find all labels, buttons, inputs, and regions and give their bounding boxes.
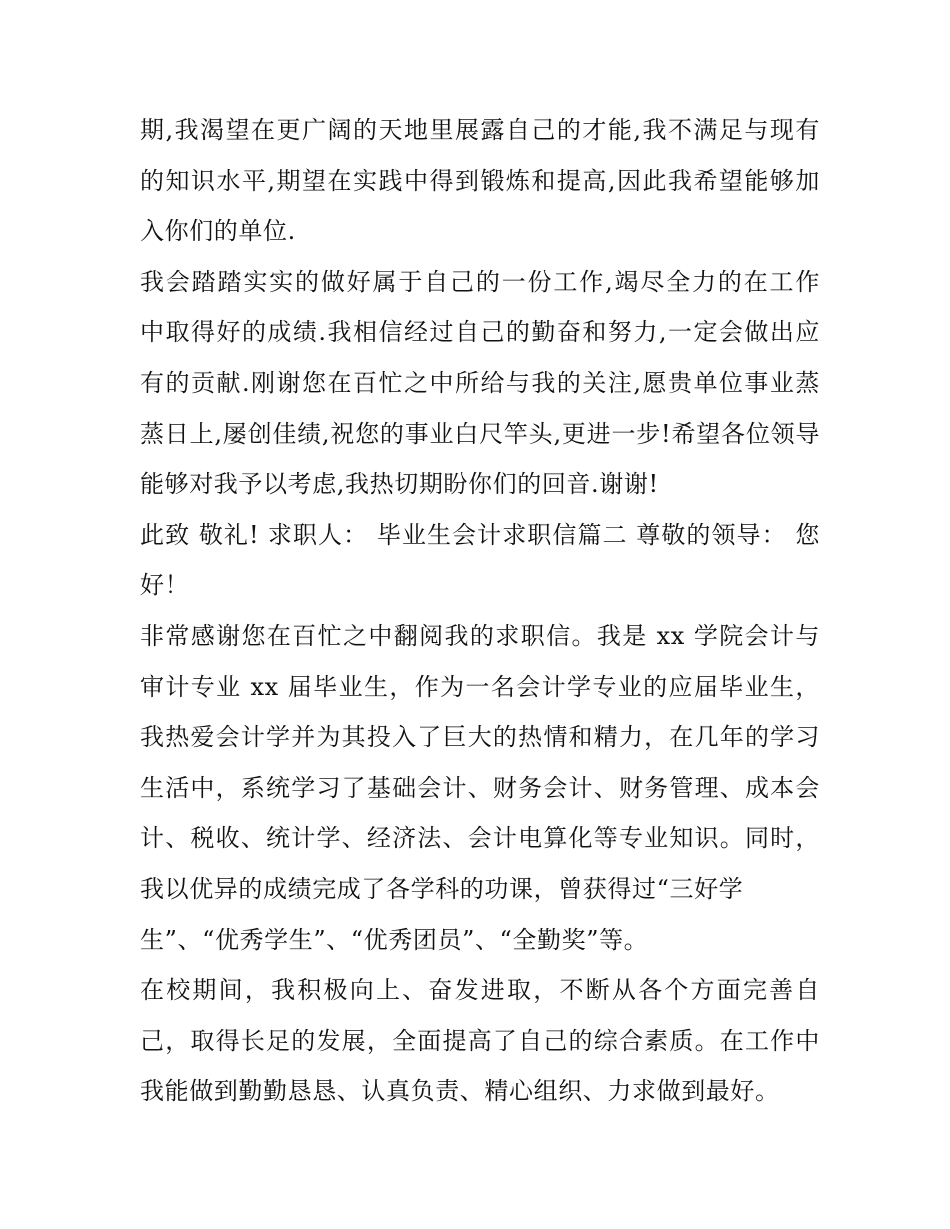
text-line: 审计专业 xx 届毕业生，作为一名会计学专业的应届毕业生， xyxy=(140,672,820,701)
text-line: 此致 敬礼! 求职人： 毕业生会计求职信篇二 尊敬的领导： 您 xyxy=(140,520,820,549)
text-line: 在校期间，我积极向上、奋发进取，不断从各个方面完善自 xyxy=(140,976,820,1005)
paragraph-1 xyxy=(140,105,820,257)
paragraph-3 xyxy=(140,510,820,611)
text-line: 我热爱会计学并为其投入了巨大的热情和精力，在几年的学习 xyxy=(140,723,820,752)
text-line: 好！ xyxy=(140,571,190,600)
text-line: 生活中，系统学习了基础会计、财务会计、财务管理、成本会 xyxy=(140,773,820,802)
text-line: 己，取得长足的发展，全面提高了自己的综合素质。在工作中 xyxy=(140,1026,820,1055)
text-line: 我能做到勤勤恳恳、认真负责、精心组织、力求做到最好。 xyxy=(140,1077,780,1106)
paragraph-2 xyxy=(140,257,820,510)
text-line: 我以优异的成绩完成了各学科的功课，曾获得过“三好学 xyxy=(140,874,744,903)
paragraph-5 xyxy=(140,965,820,1117)
text-line: 入你们的单位. xyxy=(140,217,296,246)
text-line: 生”、“优秀学生”、“优秀团员”、“全勤奖”等。 xyxy=(140,925,649,954)
paragraph-4 xyxy=(140,611,820,965)
text-line: 期,我渴望在更广阔的天地里展露自己的才能,我不满足与现有 xyxy=(140,116,820,144)
text-line: 的知识水平,期望在实践中得到锻炼和提高,因此我希望能够加 xyxy=(140,166,820,195)
text-line: 有的贡献.刚谢您在百忙之中所给与我的关注,愿贵单位事业蒸 xyxy=(140,368,820,397)
text-line: 能够对我予以考虑,我热切期盼你们的回音.谢谢! xyxy=(140,470,659,499)
text-line: 我会踏踏实实的做好属于自己的一份工作,竭尽全力的在工作 xyxy=(140,267,820,296)
text-line: 计、税收、统计学、经济法、会计电算化等专业知识。同时， xyxy=(140,824,820,853)
text-line: 蒸日上,屡创佳绩,祝您的事业白尺竿头,更进一步!希望各位领导 xyxy=(140,419,820,448)
text-line: 非常感谢您在百忙之中翻阅我的求职信。我是 xx 学院会计与 xyxy=(140,621,820,650)
document-body xyxy=(140,105,820,1117)
text-line: 中取得好的成绩.我相信经过自己的勤奋和努力,一定会做出应 xyxy=(140,318,820,347)
